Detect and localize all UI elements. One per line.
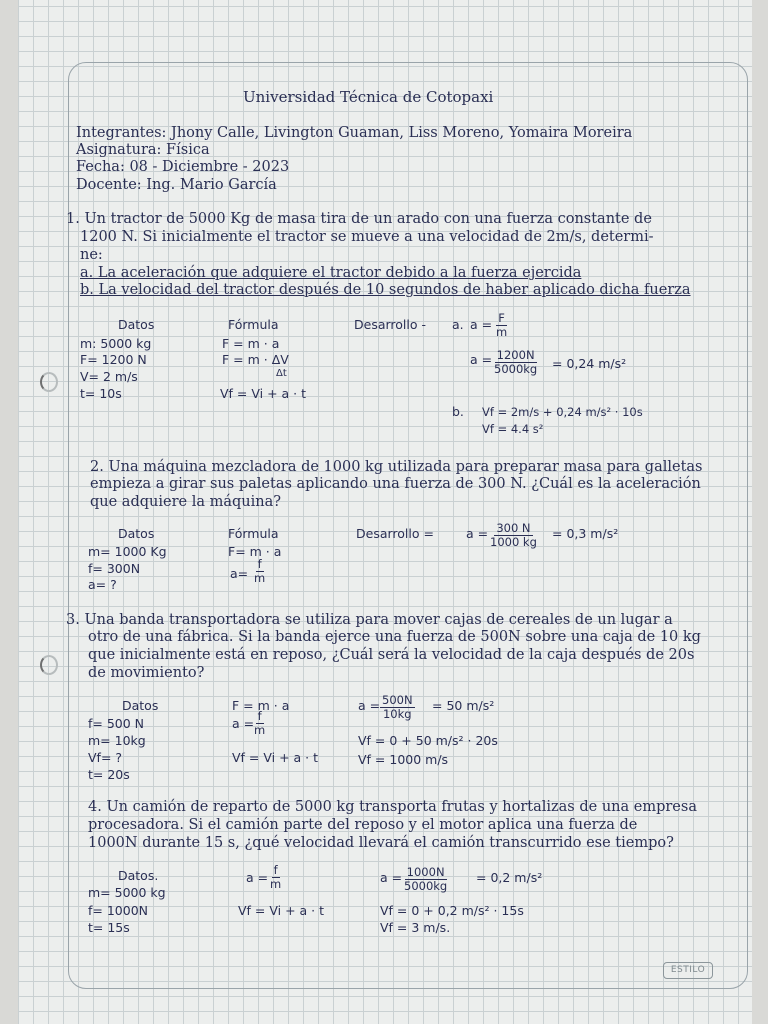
- fraction-denominator: m: [270, 877, 282, 891]
- p4-formula1-lhs: a =: [246, 870, 269, 885]
- p2-statement-line: 2. Una máquina mezcladora de 1000 kg utilizada para preparar masa para galletas: [90, 459, 703, 475]
- p1-formula: Vf = Vi + a · t: [220, 386, 307, 401]
- members-line: Integrantes: Jhony Calle, Livington Guaman, Liss Moreno, Yomaira Moreira: [76, 125, 633, 141]
- p1-statement-line: ne:: [80, 247, 103, 263]
- p1-question-b: b. La velocidad del tractor después de 10 segundos de haber aplicado dicha fuerza: [80, 282, 691, 298]
- p1-b-line1: Vf = 2m/s + 0,24 m/s² · 10s: [482, 405, 643, 419]
- p1-formula-title: Fórmula: [228, 317, 279, 332]
- binder-hole-icon: [40, 655, 58, 675]
- p1-part-a: a.: [452, 317, 464, 332]
- fraction-numerator: f: [273, 863, 278, 877]
- p2-formula2-fraction: [254, 558, 265, 585]
- fraction-denominator: m: [254, 723, 266, 737]
- p4-vf-result: Vf = 3 m/s.: [380, 920, 451, 935]
- fraction-numerator: 1000N: [406, 865, 445, 879]
- p3-statement-line: que inicialmente está en reposo, ¿Cuál será la velocidad de la caja después de 20s: [88, 647, 695, 663]
- fraction-numerator: f: [257, 557, 262, 571]
- p3-calc-result: = 50 m/s²: [432, 698, 495, 713]
- p2-calc-lhs: a =: [466, 526, 489, 541]
- p2-result: = 0,3 m/s²: [552, 526, 619, 541]
- p3-calc-lhs: a =: [358, 698, 381, 713]
- p3-formula: Vf = Vi + a · t: [232, 750, 319, 765]
- p3-statement-line: otro de una fábrica. Si la banda ejerce una fuerza de 500N sobre una caja de 10 kg: [88, 629, 701, 645]
- p1-dato: F= 1200 N: [80, 352, 147, 367]
- fraction-denominator: m: [496, 325, 508, 339]
- p2-formula2-lhs: a=: [230, 566, 249, 581]
- fraction-denominator: 1000 kg: [490, 535, 537, 549]
- p3-formula2-fraction: [254, 710, 265, 737]
- p2-calc-fraction: [490, 522, 537, 549]
- p1-part-b: b.: [452, 404, 464, 419]
- p2-dato: f= 300N: [88, 561, 141, 576]
- binder-hole-icon: [40, 372, 58, 392]
- p4-calc-result: = 0,2 m/s²: [476, 870, 543, 885]
- p4-dato: f= 1000N: [88, 903, 149, 918]
- p3-datos-title: Datos: [122, 698, 159, 713]
- p1-formula: F = m · a: [222, 336, 280, 351]
- p4-formula: Vf = Vi + a · t: [238, 903, 325, 918]
- p1-datos-title: Datos: [118, 317, 155, 332]
- p1-a-calc-lhs: a =: [470, 352, 493, 367]
- p1-a-calc-fraction: [494, 349, 537, 376]
- p2-formula-title: Fórmula: [228, 526, 279, 541]
- p3-vf-result: Vf = 1000 m/s: [358, 752, 449, 767]
- teacher-line: Docente: Ing. Mario García: [76, 177, 277, 193]
- p1-a-result: = 0,24 m/s²: [552, 356, 627, 371]
- university-title: Universidad Técnica de Cotopaxi: [243, 88, 494, 106]
- p4-formula1-fraction: [270, 864, 281, 891]
- p4-statement-line: 1000N durante 15 s, ¿qué velocidad llevará el camión transcurrido ese tiempo?: [88, 835, 674, 851]
- p4-datos-title: Datos.: [118, 868, 159, 883]
- fraction-numerator: 500N: [382, 693, 413, 707]
- p2-formula: F= m · a: [228, 544, 282, 559]
- date-line: Fecha: 08 - Diciembre - 2023: [76, 159, 290, 175]
- p1-a-formula-lhs: a =: [470, 317, 493, 332]
- p1-b-line2: Vf = 4.4 s²: [482, 422, 544, 436]
- p1-desarrollo-title: Desarrollo -: [354, 317, 426, 332]
- p4-vf-line: Vf = 0 + 0,2 m/s² · 15s: [380, 903, 524, 918]
- p2-statement-line: empieza a girar sus paletas aplicando una fuerza de 300 N. ¿Cuál es la aceleración: [90, 476, 701, 492]
- fraction-denominator: 10kg: [382, 707, 412, 721]
- p1-dato: m: 5000 kg: [80, 336, 152, 351]
- p3-dato: m= 10kg: [88, 733, 146, 748]
- fraction-denominator: m: [254, 571, 266, 585]
- p2-datos-title: Datos: [118, 526, 155, 541]
- p4-calc-fraction: [404, 866, 447, 893]
- p1-question-a: a. La aceleración que adquiere el tractor debido a la fuerza ejercida: [80, 265, 582, 281]
- p4-statement-line: 4. Un camión de reparto de 5000 kg transporta frutas y hortalizas de una empresa: [88, 799, 697, 815]
- fraction-numerator: f: [257, 709, 262, 723]
- p4-calc-lhs: a =: [380, 870, 403, 885]
- p4-dato: t= 15s: [88, 920, 130, 935]
- p3-dato: Vf= ?: [88, 750, 123, 765]
- p1-dato: V= 2 m/s: [80, 369, 138, 384]
- brand-logo: ESTILO: [663, 962, 713, 979]
- p2-statement-line: que adquiere la máquina?: [90, 494, 281, 510]
- p1-statement-line: 1. Un tractor de 5000 Kg de masa tira de un arado con una fuerza constante de: [66, 211, 652, 227]
- fraction-numerator: 300 N: [496, 521, 531, 535]
- fraction-numerator: 1200N: [496, 348, 535, 362]
- p3-statement-line: de movimiento?: [88, 665, 205, 681]
- p3-formula: F = m · a: [232, 698, 290, 713]
- p1-statement-line: 1200 N. Si inicialmente el tractor se mueve a una velocidad de 2m/s, determi-: [80, 229, 654, 245]
- p3-dato: f= 500 N: [88, 716, 145, 731]
- p4-dato: m= 5000 kg: [88, 885, 166, 900]
- fraction-denominator: 5000kg: [404, 879, 448, 893]
- p4-statement-line: procesadora. Si el camión parte del reposo y el motor aplica una fuerza de: [88, 817, 638, 833]
- p1-dato: t= 10s: [80, 386, 122, 401]
- p1-formula-den: Δt: [276, 368, 287, 379]
- p1-a-formula-fraction: [496, 312, 507, 339]
- fraction-numerator: F: [498, 311, 505, 325]
- p2-dato: m= 1000 Kg: [88, 544, 167, 559]
- subject-line: Asignatura: Física: [76, 142, 210, 158]
- p3-statement-line: 3. Una banda transportadora se utiliza para mover cajas de cereales de un lugar a: [66, 612, 673, 628]
- p2-dato: a= ?: [88, 577, 117, 592]
- p2-desarrollo-title: Desarrollo =: [356, 526, 434, 541]
- p1-formula: F = m · ΔV: [222, 352, 289, 367]
- p3-formula2-lhs: a =: [232, 716, 255, 731]
- p3-calc-fraction: [380, 694, 415, 721]
- fraction-denominator: 5000kg: [494, 362, 538, 376]
- p3-dato: t= 20s: [88, 767, 130, 782]
- p3-vf-line: Vf = 0 + 50 m/s² · 20s: [358, 733, 498, 748]
